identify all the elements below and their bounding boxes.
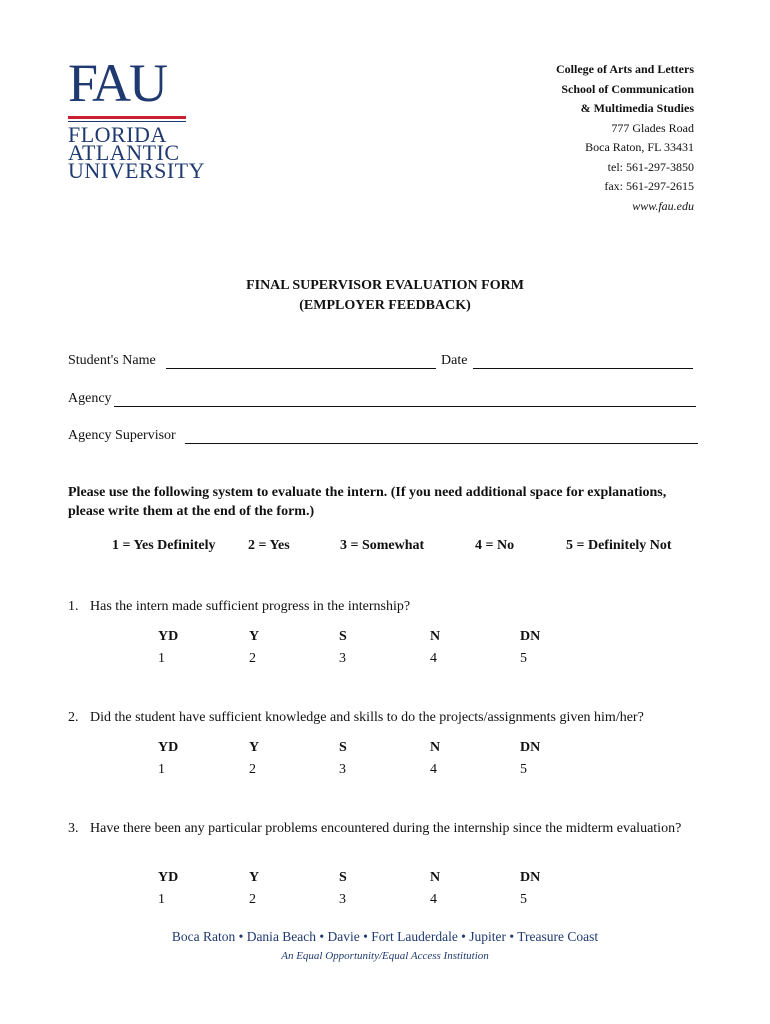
scale-num-4[interactable]: 4 [430, 762, 437, 777]
scale-num-5[interactable]: 5 [520, 762, 527, 777]
campus-list: Boca Raton • Dania Beach • Davie • Fort Lauderdale • Jupiter • Treasure Coast [171, 929, 599, 944]
scale-num-5[interactable]: 5 [520, 651, 527, 666]
question-1 [68, 597, 411, 616]
fau-logo [66, 53, 205, 183]
form-title-line2: (EMPLOYER FEEDBACK) [299, 298, 471, 313]
college-name: College of Arts and Letters [556, 62, 694, 76]
question-3 [68, 819, 682, 838]
fax: fax: 561-297-2615 [604, 179, 694, 193]
scale-num-2[interactable]: 2 [249, 892, 256, 907]
instructions: Please use the following system to evaluate the intern. (If you need additional space for explanations, please write them at the end of the form.) [68, 485, 667, 519]
scale-num-3[interactable]: 3 [339, 651, 346, 666]
scale-n[interactable]: N [430, 740, 441, 755]
scale-y[interactable]: Y [249, 740, 260, 755]
scale-num-2[interactable]: 2 [249, 762, 256, 777]
scale-num-1[interactable]: 1 [158, 762, 165, 777]
scale-num-2[interactable]: 2 [249, 651, 256, 666]
scale-s[interactable]: S [339, 629, 347, 644]
question-text: Has the intern made sufficient progress in the internship? [90, 599, 411, 614]
scale-y[interactable]: Y [249, 629, 260, 644]
legend-item: 2 = Yes [248, 538, 290, 553]
form-title [0, 276, 770, 316]
agency-label: Agency [68, 391, 112, 406]
scale-yd[interactable]: YD [158, 870, 179, 885]
logo-line-atlantic: ATLANTIC [68, 140, 180, 165]
address-block [556, 60, 694, 216]
scale-num-1[interactable]: 1 [158, 651, 165, 666]
scale-num-1[interactable]: 1 [158, 892, 165, 907]
street-address: 777 Glades Road [611, 120, 694, 135]
scale-yd[interactable]: YD [158, 740, 179, 755]
scale-yd[interactable]: YD [158, 629, 179, 644]
date-label: Date [441, 353, 468, 368]
scale-y[interactable]: Y [249, 870, 260, 885]
question-2 [68, 708, 644, 727]
agency-supervisor-field[interactable] [185, 443, 698, 444]
legend-item: 4 = No [475, 538, 515, 553]
legend-item: 3 = Somewhat [340, 538, 425, 553]
scale-s[interactable]: S [339, 740, 347, 755]
question-number: 2. [68, 710, 79, 725]
logo-mark: FAU [68, 53, 167, 113]
city-address: Boca Raton, FL 33431 [585, 140, 694, 154]
agency-supervisor-label: Agency Supervisor [68, 428, 176, 443]
school-name-2: & Multimedia Studies [580, 101, 694, 115]
scale-dn[interactable]: DN [520, 870, 541, 885]
agency-field[interactable] [114, 406, 696, 407]
logo-red-rule [68, 116, 186, 119]
scale-num-4[interactable]: 4 [430, 892, 437, 907]
scale-num-4[interactable]: 4 [430, 651, 437, 666]
scale-num-5[interactable]: 5 [520, 892, 527, 907]
question-text: Did the student have sufficient knowledge and skills to do the projects/assignments given him/her? [90, 710, 644, 725]
logo-line-florida: FLORIDA [68, 122, 167, 147]
question-number: 1. [68, 599, 79, 614]
date-field[interactable] [473, 368, 693, 369]
school-name-1: School of Communication [561, 81, 694, 96]
student-name-label: Student's Name [68, 353, 156, 368]
scale-dn[interactable]: DN [520, 629, 541, 644]
question-text: Have there been any particular problems encountered during the internship since the midterm evaluation? [90, 821, 682, 836]
scale-dn[interactable]: DN [520, 740, 541, 755]
telephone: tel: 561-297-3850 [607, 159, 694, 174]
scale-num-3[interactable]: 3 [339, 762, 346, 777]
scale-n[interactable]: N [430, 870, 441, 885]
website-link[interactable]: www.fau.edu [632, 198, 694, 213]
logo-line-university: UNIVERSITY [68, 158, 205, 183]
scale-s[interactable]: S [339, 870, 347, 885]
scale-num-3[interactable]: 3 [339, 892, 346, 907]
equal-opportunity-tagline: An Equal Opportunity/Equal Access Institution [281, 950, 489, 962]
legend-item: 5 = Definitely Not [566, 538, 672, 553]
question-number: 3. [68, 821, 79, 836]
legend-item: 1 = Yes Definitely [112, 538, 216, 553]
form-title-line1: FINAL SUPERVISOR EVALUATION FORM [246, 278, 524, 293]
student-name-field[interactable] [166, 368, 436, 369]
scale-n[interactable]: N [430, 629, 441, 644]
